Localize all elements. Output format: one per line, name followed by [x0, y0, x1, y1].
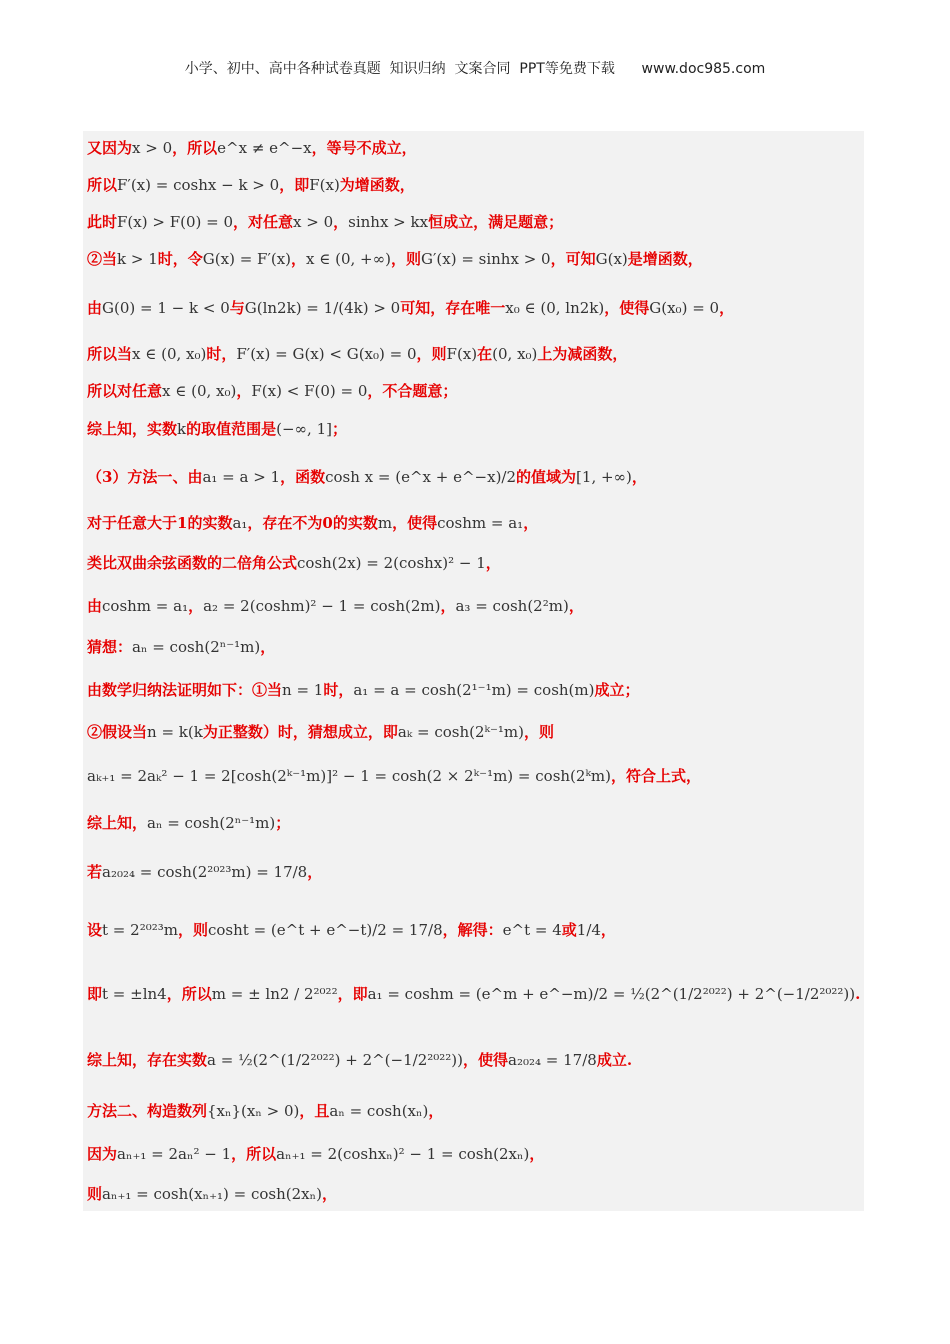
solution-line: [87, 212, 563, 232]
math-expression: a₁ = a = cosh(2¹⁻¹m) = cosh(m): [353, 681, 595, 699]
line-text: ，: [440, 597, 456, 615]
math-expression: aₖ = cosh(2ᵏ⁻¹m): [397, 723, 525, 741]
solution-line: [87, 1101, 443, 1121]
line-text: 因为: [87, 1145, 118, 1163]
line-text: 即: [87, 985, 103, 1003]
math-expression: x ∈ (0, x₀): [162, 382, 237, 400]
line-text: 猜想：: [87, 638, 133, 656]
line-text: ；: [275, 814, 291, 832]
line-text: 方法二、构造数列: [87, 1102, 208, 1120]
math-expression: aₙ = cosh(xₙ): [329, 1102, 429, 1120]
line-text: 时，: [323, 681, 354, 699]
line-text: 此时: [87, 213, 118, 231]
math-expression: cosh x = (e^x + e^−x)/2: [325, 468, 517, 486]
solution-panel: [83, 131, 864, 1211]
line-text: ，: [291, 250, 307, 268]
line-text: 对于任意大于1的实数: [87, 514, 233, 532]
line-text: ，: [529, 1145, 545, 1163]
line-text: ，: [428, 1102, 444, 1120]
math-expression: t = 2²⁰²³m: [102, 921, 178, 939]
line-text: 由数学归纳法证明如下：①当: [87, 681, 283, 699]
math-expression: aₖ₊₁ = 2aₖ² − 1 = 2[cosh(2ᵏ⁻¹m)]² − 1 = cosh(2 × 2ᵏ⁻¹m) = cosh(2ᵏm): [87, 767, 611, 785]
line-text: ，使得: [463, 1051, 509, 1069]
line-text: 设: [87, 921, 103, 939]
line-text: 上为减函数，: [537, 345, 628, 363]
line-text: ②当: [87, 250, 118, 268]
solution-line: [87, 513, 538, 533]
math-expression: aₙ₊₁ = 2(coshxₙ)² − 1 = cosh(2xₙ): [276, 1145, 530, 1163]
line-text: 则: [87, 1185, 103, 1203]
line-text: 类比双曲余弦函数的二倍角公式: [87, 554, 298, 572]
line-text: ，且: [299, 1102, 330, 1120]
line-text: ，则: [177, 921, 208, 939]
math-expression: m = ± ln2 / 2²⁰²²: [211, 985, 338, 1003]
math-expression: G(x): [595, 250, 628, 268]
line-text: 为正整数）时，猜想成立，即: [202, 723, 398, 741]
solution-line: [87, 553, 501, 573]
math-expression: x > 0: [132, 139, 173, 157]
solution-line: [87, 920, 616, 940]
math-expression: e^x ≠ e^−x: [217, 139, 312, 157]
line-text: ，解得：: [442, 921, 503, 939]
solution-line: [87, 467, 647, 487]
line-text: ，函数: [280, 468, 326, 486]
solution-line: [87, 680, 640, 700]
math-expression: aₙ = cosh(2ⁿ⁻¹m): [147, 814, 276, 832]
line-text: 的取值范围是: [186, 420, 277, 438]
math-expression: cosh(2x) = 2(coshx)² − 1: [297, 554, 486, 572]
line-text: ，: [600, 921, 616, 939]
line-text: 成立.: [596, 1051, 633, 1069]
line-text: ，可知: [550, 250, 596, 268]
line-text: ，符合上式，: [611, 767, 702, 785]
math-expression: (0, x₀): [492, 345, 538, 363]
line-text: 时，: [206, 345, 237, 363]
math-expression: sinhx > kx: [348, 213, 429, 231]
line-text: 是增函数，: [627, 250, 703, 268]
line-text: ，所以: [166, 985, 212, 1003]
line-text: 又因为: [87, 139, 133, 157]
math-expression: coshm = a₁: [102, 597, 189, 615]
math-expression: aₙ₊₁ = cosh(xₙ₊₁) = cosh(2xₙ): [102, 1185, 322, 1203]
solution-line: [87, 344, 627, 364]
line-text: ，则: [390, 250, 421, 268]
line-text: 在: [477, 345, 493, 363]
line-text: ；: [331, 420, 347, 438]
solution-line: [87, 1184, 337, 1204]
line-text: 为增函数，: [339, 176, 415, 194]
math-expression: [1, +∞): [576, 468, 632, 486]
line-text: 若: [87, 863, 103, 881]
solution-line: [87, 1050, 632, 1070]
line-text: ，使得: [604, 299, 650, 317]
solution-line: [87, 984, 860, 1004]
math-expression: G′(x) = sinhx > 0: [421, 250, 551, 268]
solution-line: [87, 381, 457, 401]
math-expression: e^t = 4: [502, 921, 562, 939]
math-expression: n = k(k: [147, 723, 203, 741]
math-expression: aₙ₊₁ = 2aₙ² − 1: [117, 1145, 232, 1163]
line-text: ，: [307, 863, 323, 881]
math-expression: F′(x) = G(x) < G(x₀) = 0: [236, 345, 417, 363]
line-text: 所以: [87, 176, 118, 194]
line-text: ，: [568, 597, 584, 615]
math-expression: k > 1: [117, 250, 158, 268]
line-text: 与: [229, 299, 245, 317]
line-text: ，即: [279, 176, 310, 194]
solution-line: [87, 637, 275, 657]
math-expression: cosht = (e^t + e^−t)/2 = 17/8: [207, 921, 443, 939]
line-text: ，对任意: [233, 213, 294, 231]
math-expression: (−∞, 1]: [276, 420, 332, 438]
line-text: ，所以: [231, 1145, 277, 1163]
math-expression: x > 0: [293, 213, 334, 231]
line-text: ，: [188, 597, 204, 615]
solution-line: [87, 138, 417, 158]
solution-line: [87, 766, 701, 786]
math-expression: G(x₀) = 0: [649, 299, 720, 317]
solution-line: [87, 722, 554, 742]
solution-line: [87, 298, 734, 318]
line-text: 综上知，: [87, 814, 148, 832]
solution-line: [87, 249, 703, 269]
line-text: ，: [236, 382, 252, 400]
line-text: 由: [87, 299, 103, 317]
math-expression: aₙ = cosh(2ⁿ⁻¹m): [132, 638, 261, 656]
line-text: ，: [631, 468, 647, 486]
math-expression: coshm = a₁: [437, 514, 524, 532]
math-expression: a₂₀₂₄ = cosh(2²⁰²³m) = 17/8: [102, 863, 308, 881]
math-expression: a₁ = a > 1: [202, 468, 281, 486]
math-expression: x ∈ (0, x₀): [132, 345, 207, 363]
line-text: （3）方法一、由: [87, 468, 203, 486]
line-text: 成立；: [594, 681, 640, 699]
line-text: 综上知，存在实数: [87, 1051, 208, 1069]
line-text: ，则: [524, 723, 555, 741]
math-expression: F′(x) = coshx − k > 0: [117, 176, 280, 194]
math-expression: a₃ = cosh(2²m): [455, 597, 569, 615]
math-expression: F(x) < F(0) = 0: [251, 382, 368, 400]
math-expression: F(x) > F(0) = 0: [117, 213, 233, 231]
math-expression: x ∈ (0, +∞): [306, 250, 391, 268]
line-text: ，不合题意；: [367, 382, 458, 400]
line-text: ，: [523, 514, 539, 532]
line-text: ，: [333, 213, 349, 231]
line-text: 所以当: [87, 345, 133, 363]
line-text: ②假设当: [87, 723, 148, 741]
line-text: 可知，存在唯一: [400, 299, 506, 317]
math-expression: t = ±ln4: [102, 985, 167, 1003]
line-text: ，即: [337, 985, 368, 1003]
line-text: ，使得: [392, 514, 438, 532]
page-header: 小学、初中、高中各种试卷真题 知识归纳 文案合同 PPT等免费下载 www.doc985.com: [184, 61, 766, 77]
math-expression: 1/4: [576, 921, 601, 939]
math-expression: G(ln2k) = 1/(4k) > 0: [244, 299, 401, 317]
line-text: 由: [87, 597, 103, 615]
line-text: 时，令: [157, 250, 203, 268]
line-text: .: [855, 985, 861, 1003]
line-text: ，所以: [172, 139, 218, 157]
math-expression: a₂ = 2(coshm)² − 1 = cosh(2m): [203, 597, 441, 615]
solution-line: [87, 175, 415, 195]
line-text: ，: [485, 554, 501, 572]
math-expression: {xₙ}(xₙ > 0): [207, 1102, 300, 1120]
line-text: 恒成立，满足题意；: [428, 213, 564, 231]
line-text: ，存在不为0的实数: [247, 514, 378, 532]
math-expression: F(x): [446, 345, 478, 363]
math-expression: a₁ = coshm = (e^m + e^−m)/2 = ½(2^(1/2²⁰²²) + 2^(−1/2²⁰²²)): [367, 985, 856, 1003]
line-text: ，等号不成立，: [311, 139, 417, 157]
line-text: ，则: [416, 345, 447, 363]
math-expression: G(0) = 1 − k < 0: [102, 299, 230, 317]
solution-line: [87, 813, 290, 833]
solution-line: [87, 419, 347, 439]
line-text: ，: [321, 1185, 337, 1203]
math-expression: a = ½(2^(1/2²⁰²²) + 2^(−1/2²⁰²²)): [207, 1051, 463, 1069]
line-text: 综上知，实数: [87, 420, 178, 438]
math-expression: k: [177, 420, 187, 438]
solution-line: [87, 862, 322, 882]
math-expression: G(x) = F′(x): [202, 250, 292, 268]
math-expression: x₀ ∈ (0, ln2k): [505, 299, 605, 317]
line-text: 或: [561, 921, 577, 939]
solution-line: [87, 1144, 544, 1164]
line-text: 的值域为: [516, 468, 577, 486]
line-text: ，: [260, 638, 276, 656]
math-expression: a₂₀₂₄ = 17/8: [508, 1051, 597, 1069]
line-text: 所以对任意: [87, 382, 163, 400]
line-text: ，: [719, 299, 735, 317]
math-expression: F(x): [309, 176, 340, 194]
solution-line: [87, 596, 584, 616]
math-expression: n = 1: [282, 681, 324, 699]
math-expression: a₁: [232, 514, 248, 532]
math-expression: m: [377, 514, 393, 532]
